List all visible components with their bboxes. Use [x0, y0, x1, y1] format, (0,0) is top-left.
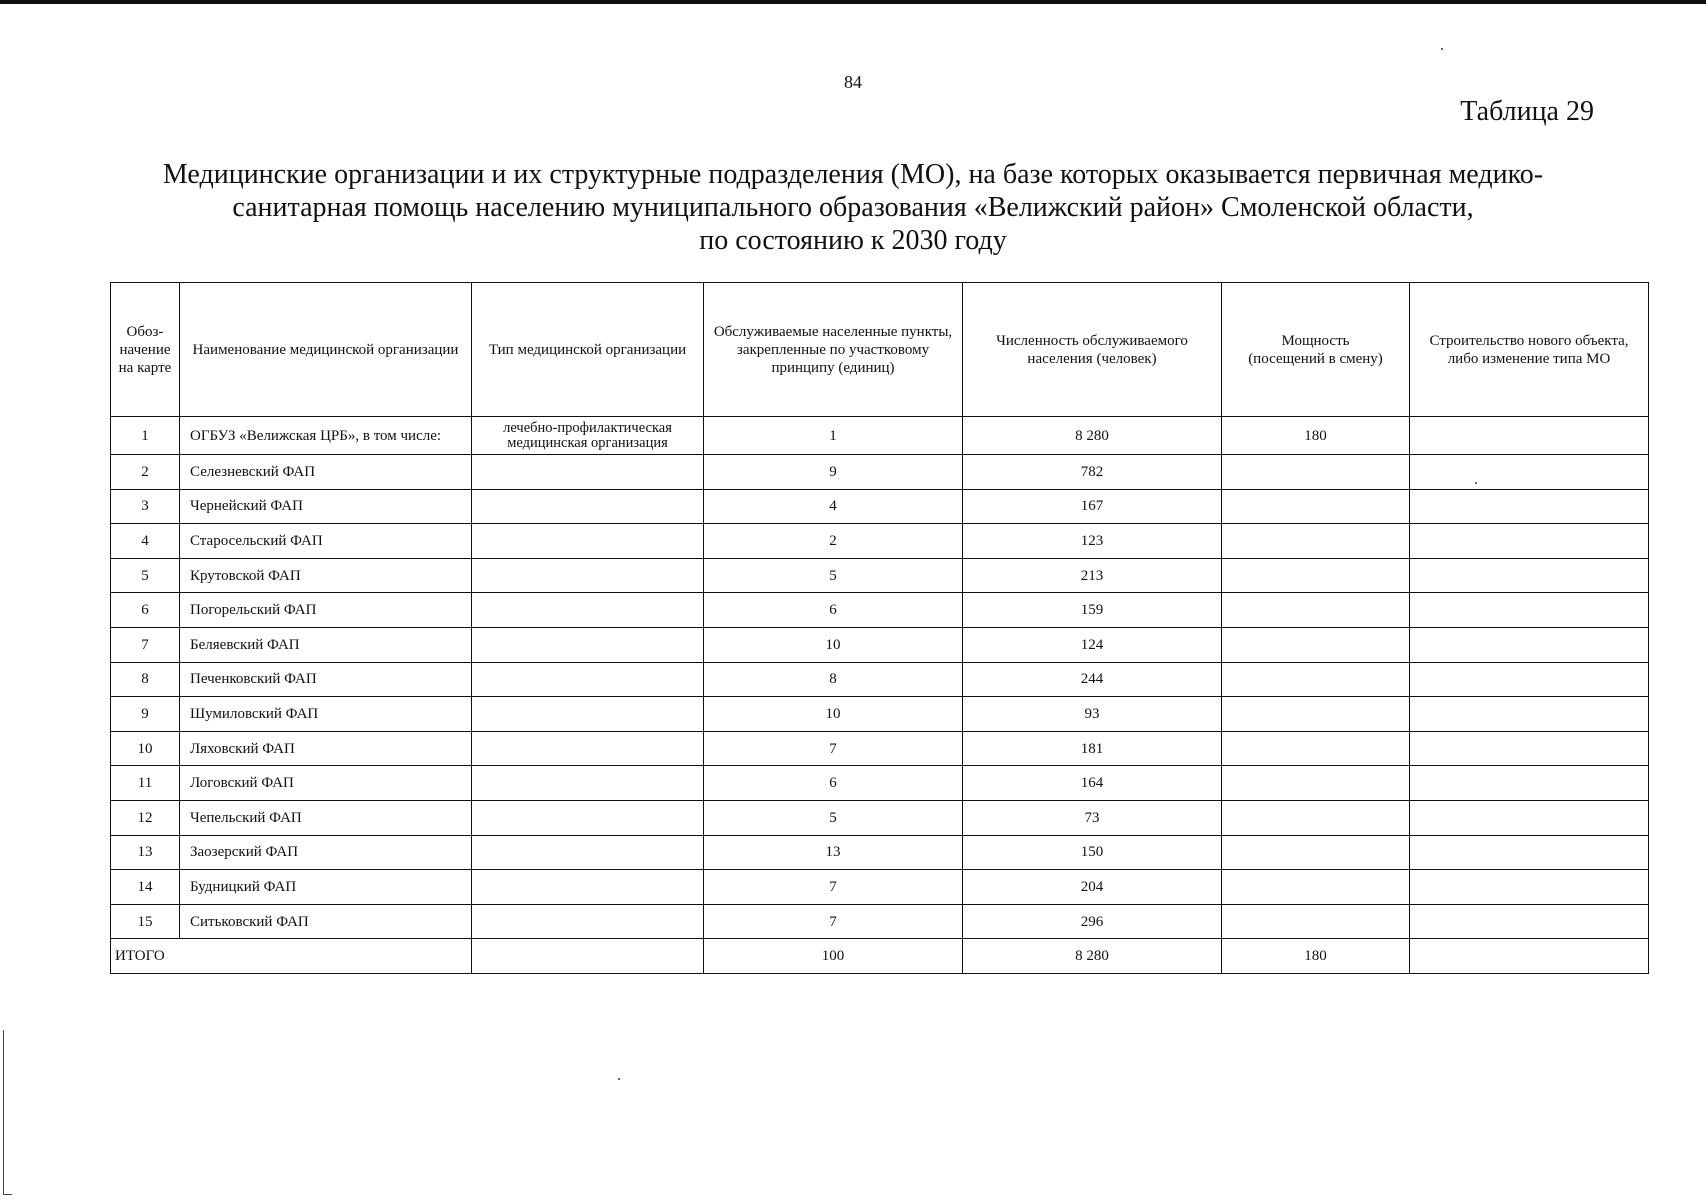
cell-number: 11 [111, 766, 180, 801]
cell-capacity [1222, 627, 1410, 662]
cell-population: 296 [963, 904, 1222, 939]
cell-points: 10 [704, 627, 963, 662]
scan-speck [1475, 482, 1477, 484]
table-row [111, 524, 1649, 559]
cell-points: 6 [704, 766, 963, 801]
header-construction: Строительство нового объекта, либо изменение типа МО [1410, 283, 1649, 417]
table-row [111, 870, 1649, 905]
cell-construction [1410, 417, 1649, 455]
cell-name: Крутовской ФАП [180, 558, 472, 593]
cell-number: 10 [111, 731, 180, 766]
total-construction [1410, 939, 1649, 974]
title-line: санитарная помощь населению муниципального образования «Велижский район» Смоленской области, [232, 192, 1474, 223]
cell-points: 8 [704, 662, 963, 697]
cell-type [472, 627, 704, 662]
cell-points: 2 [704, 524, 963, 559]
cell-population: 159 [963, 593, 1222, 628]
table-row [111, 593, 1649, 628]
cell-construction [1410, 455, 1649, 490]
page-number: 84 [844, 72, 862, 92]
cell-type [472, 524, 704, 559]
total-capacity: 180 [1222, 939, 1410, 974]
cell-construction [1410, 593, 1649, 628]
cell-name: Печенковский ФАП [180, 662, 472, 697]
cell-construction [1410, 835, 1649, 870]
cell-number: 4 [111, 524, 180, 559]
cell-points: 1 [704, 417, 963, 455]
scan-speck [1441, 48, 1443, 50]
cell-number: 14 [111, 870, 180, 905]
total-points: 100 [704, 939, 963, 974]
cell-population: 124 [963, 627, 1222, 662]
cell-type [472, 904, 704, 939]
cell-type [472, 558, 704, 593]
cell-construction [1410, 766, 1649, 801]
cell-construction [1410, 524, 1649, 559]
cell-name: Селезневский ФАП [180, 455, 472, 490]
total-label: ИТОГО [111, 939, 472, 974]
cell-population: 181 [963, 731, 1222, 766]
cell-points: 10 [704, 697, 963, 732]
cell-capacity [1222, 731, 1410, 766]
total-type [472, 939, 704, 974]
cell-capacity [1222, 593, 1410, 628]
total-row [111, 939, 1649, 974]
table-header-row [111, 283, 1649, 417]
table-row [111, 731, 1649, 766]
cell-points: 9 [704, 455, 963, 490]
left-margin-tick [3, 1194, 12, 1195]
table-row [111, 455, 1649, 490]
cell-population: 167 [963, 489, 1222, 524]
cell-points: 4 [704, 489, 963, 524]
header-capacity: Мощность (посещений в смену) [1222, 283, 1410, 417]
cell-name: Ляховский ФАП [180, 731, 472, 766]
cell-capacity [1222, 870, 1410, 905]
cell-capacity [1222, 904, 1410, 939]
table-row [111, 835, 1649, 870]
cell-construction [1410, 558, 1649, 593]
cell-population: 213 [963, 558, 1222, 593]
cell-number: 6 [111, 593, 180, 628]
table-row [111, 800, 1649, 835]
cell-type [472, 697, 704, 732]
total-population: 8 280 [963, 939, 1222, 974]
cell-type [472, 455, 704, 490]
cell-number: 8 [111, 662, 180, 697]
cell-capacity [1222, 835, 1410, 870]
table-row [111, 627, 1649, 662]
cell-type [472, 489, 704, 524]
cell-population: 73 [963, 800, 1222, 835]
cell-population: 782 [963, 455, 1222, 490]
cell-number: 3 [111, 489, 180, 524]
table-row [111, 662, 1649, 697]
cell-population: 204 [963, 870, 1222, 905]
cell-number: 2 [111, 455, 180, 490]
cell-name: Чернейский ФАП [180, 489, 472, 524]
top-border-rule [0, 0, 1706, 4]
cell-construction [1410, 697, 1649, 732]
cell-name: Будницкий ФАП [180, 870, 472, 905]
cell-points: 13 [704, 835, 963, 870]
cell-name: Шумиловский ФАП [180, 697, 472, 732]
cell-population: 244 [963, 662, 1222, 697]
cell-population: 150 [963, 835, 1222, 870]
page-title [60, 158, 1646, 257]
cell-construction [1410, 731, 1649, 766]
cell-name: Старосельский ФАП [180, 524, 472, 559]
cell-type [472, 662, 704, 697]
cell-number: 5 [111, 558, 180, 593]
title-line: Медицинские организации и их структурные подразделения (МО), на базе которых оказывается первичная медико- [162, 159, 1544, 190]
header-served-settlements: Обслуживаемые населенные пункты, закрепленные по участковому принципу (единиц) [704, 283, 963, 417]
table-body [111, 417, 1649, 974]
header-organization-type: Тип медицинской организации [472, 283, 704, 417]
cell-construction [1410, 870, 1649, 905]
cell-capacity [1222, 524, 1410, 559]
cell-points: 7 [704, 904, 963, 939]
cell-name: Чепельский ФАП [180, 800, 472, 835]
cell-points: 7 [704, 731, 963, 766]
cell-construction [1410, 662, 1649, 697]
header-served-population: Численность обслуживаемого населения (человек) [963, 283, 1222, 417]
cell-construction [1410, 800, 1649, 835]
cell-number: 9 [111, 697, 180, 732]
cell-number: 15 [111, 904, 180, 939]
cell-capacity [1222, 489, 1410, 524]
header-organization-name: Наименование медицинской организации [180, 283, 472, 417]
cell-points: 6 [704, 593, 963, 628]
cell-name: ОГБУЗ «Велижская ЦРБ», в том числе: [180, 417, 472, 455]
cell-type [472, 800, 704, 835]
cell-construction [1410, 904, 1649, 939]
cell-capacity: 180 [1222, 417, 1410, 455]
cell-capacity [1222, 697, 1410, 732]
cell-type [472, 731, 704, 766]
cell-capacity [1222, 766, 1410, 801]
medical-organizations-table [110, 282, 1649, 974]
cell-population: 8 280 [963, 417, 1222, 455]
cell-type [472, 870, 704, 905]
table-row [111, 697, 1649, 732]
cell-type [472, 593, 704, 628]
cell-capacity [1222, 558, 1410, 593]
cell-capacity [1222, 800, 1410, 835]
header-map-designation: Обоз- начение на карте [111, 283, 180, 417]
cell-name: Беляевский ФАП [180, 627, 472, 662]
cell-population: 164 [963, 766, 1222, 801]
cell-capacity [1222, 455, 1410, 490]
cell-type [472, 835, 704, 870]
cell-points: 5 [704, 800, 963, 835]
cell-capacity [1222, 662, 1410, 697]
table-row [111, 766, 1649, 801]
scan-speck [618, 1078, 620, 1080]
table-row [111, 558, 1649, 593]
cell-number: 12 [111, 800, 180, 835]
cell-name: Погорельский ФАП [180, 593, 472, 628]
left-margin-rule [3, 1030, 4, 1195]
cell-points: 5 [704, 558, 963, 593]
cell-construction [1410, 627, 1649, 662]
cell-points: 7 [704, 870, 963, 905]
cell-number: 13 [111, 835, 180, 870]
cell-population: 93 [963, 697, 1222, 732]
cell-construction [1410, 489, 1649, 524]
cell-name: Заозерский ФАП [180, 835, 472, 870]
cell-type: лечебно-профилактическая медицинская организация [472, 417, 704, 455]
title-line: по состоянию к 2030 году [699, 225, 1007, 256]
table-row [111, 489, 1649, 524]
cell-type [472, 766, 704, 801]
cell-number: 1 [111, 417, 180, 455]
cell-name: Логовский ФАП [180, 766, 472, 801]
cell-number: 7 [111, 627, 180, 662]
table-row [111, 417, 1649, 455]
cell-name: Ситьковский ФАП [180, 904, 472, 939]
table-row [111, 904, 1649, 939]
cell-population: 123 [963, 524, 1222, 559]
table-label: Таблица 29 [1460, 96, 1594, 127]
